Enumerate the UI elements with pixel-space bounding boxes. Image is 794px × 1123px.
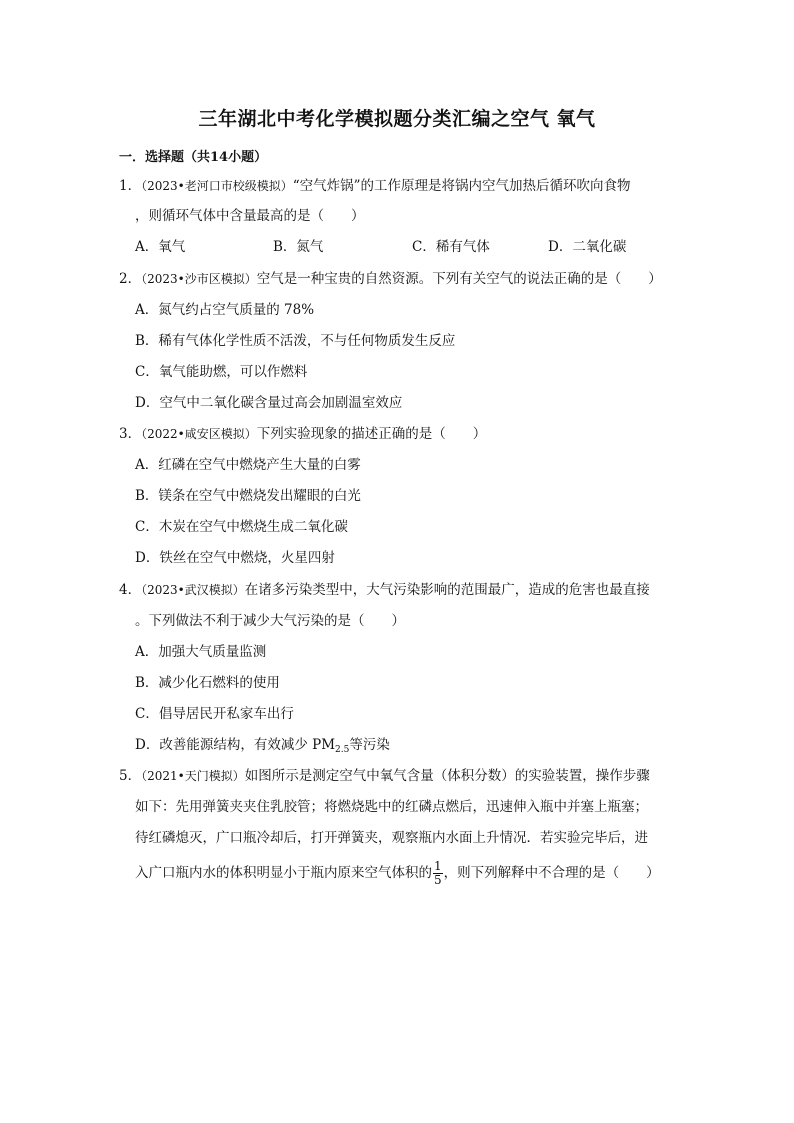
option-c: C．木炭在空气中燃烧生成二氧化碳 [135,519,348,535]
question-number: 1． [119,178,142,194]
section-heading: 一．选择题（共14小题） [119,150,268,165]
option-c: C．倡导居民开私家车出行 [135,706,294,722]
option-d: D．铁丝在空气中燃烧，火星四射 [135,550,335,566]
option-d [135,736,390,759]
question-1-cont: ，则循环气体中含量最高的是（ ） [135,208,365,224]
question-1 [119,177,631,195]
option-d-text-end: 等污染 [349,737,390,753]
option-a: A．加强大气质量监测 [135,644,267,660]
question-text: 如图所示是测定空气中氧气含量（体积分数）的实验装置，操作步骤 [244,768,650,784]
option-b: B．减少化石燃料的使用 [135,675,280,691]
option-b: B．氮气 [273,239,324,255]
question-source: （2021•天门模拟） [141,769,245,783]
question-text: “空气炸锅”的工作原理是将锅内空气加热后循环吹向食物 [292,178,631,194]
question-5-line-3: 待红磷熄灭，广口瓶冷却后，打开弹簧夹，观察瓶内水面上升情况．若实验完毕后，进 [135,830,648,846]
fraction-numerator: 1 [434,859,442,873]
question-5-line-2: 如下：先用弹簧夹夹住乳胶管；将燃烧匙中的红磷点燃后，迅速伸入瓶中并塞上瓶塞； [135,799,648,815]
question-4-cont: 。下列做法不利于减少大气污染的是（ ） [135,613,405,629]
question-number: 2． [119,271,142,287]
option-a: A．红磷在空气中燃烧产生大量的白雾 [135,457,361,473]
option-c: C．稀有气体 [412,239,490,255]
fraction [433,860,443,887]
question-2 [119,270,662,288]
option-a: A．氧气 [135,239,186,255]
option-a: A．氮气约占空气质量的 78% [135,302,315,318]
question-source: （2022•咸安区模拟） [141,427,257,441]
question-number: 5． [119,768,142,784]
question-text-end: ，则下列解释中不合理的是（ ） [443,865,660,881]
fraction-denominator: 5 [434,873,442,887]
question-source: （2023•老河口市校级模拟） [141,179,293,193]
subscript: 2.5 [335,745,350,755]
question-5 [119,767,650,785]
question-text: 空气是一种宝贵的自然资源。下列有关空气的说法正确的是（ ） [256,271,662,287]
question-number: 3． [119,426,142,442]
question-text: 入广口瓶内水的体积明显小于瓶内原来空气体积的 [135,865,432,881]
option-d-text: D．改善能源结构，有效减少 PM [135,737,336,753]
page-title: 三年湖北中考化学模拟题分类汇编之空气 氧气 [198,108,596,130]
option-c: C．氧气能助燃，可以作燃料 [135,364,308,380]
question-4 [119,581,650,599]
option-d: D．二氧化碳 [548,239,627,255]
question-text: 在诸多污染类型中，大气污染影响的范围最广，造成的危害也最直接 [244,582,650,598]
option-d: D．空气中二氧化碳含量过高会加剧温室效应 [135,395,403,411]
question-source: （2023•武汉模拟） [141,583,245,597]
question-3 [119,425,486,443]
option-b: B．镁条在空气中燃烧发出耀眼的白光 [135,488,361,504]
question-text: 下列实验现象的描述正确的是（ ） [256,426,487,442]
question-5-line-4 [135,858,660,888]
option-b: B．稀有气体化学性质不活泼，不与任何物质发生反应 [135,333,456,349]
question-source: （2023•沙市区模拟） [141,272,257,286]
question-number: 4． [119,582,142,598]
